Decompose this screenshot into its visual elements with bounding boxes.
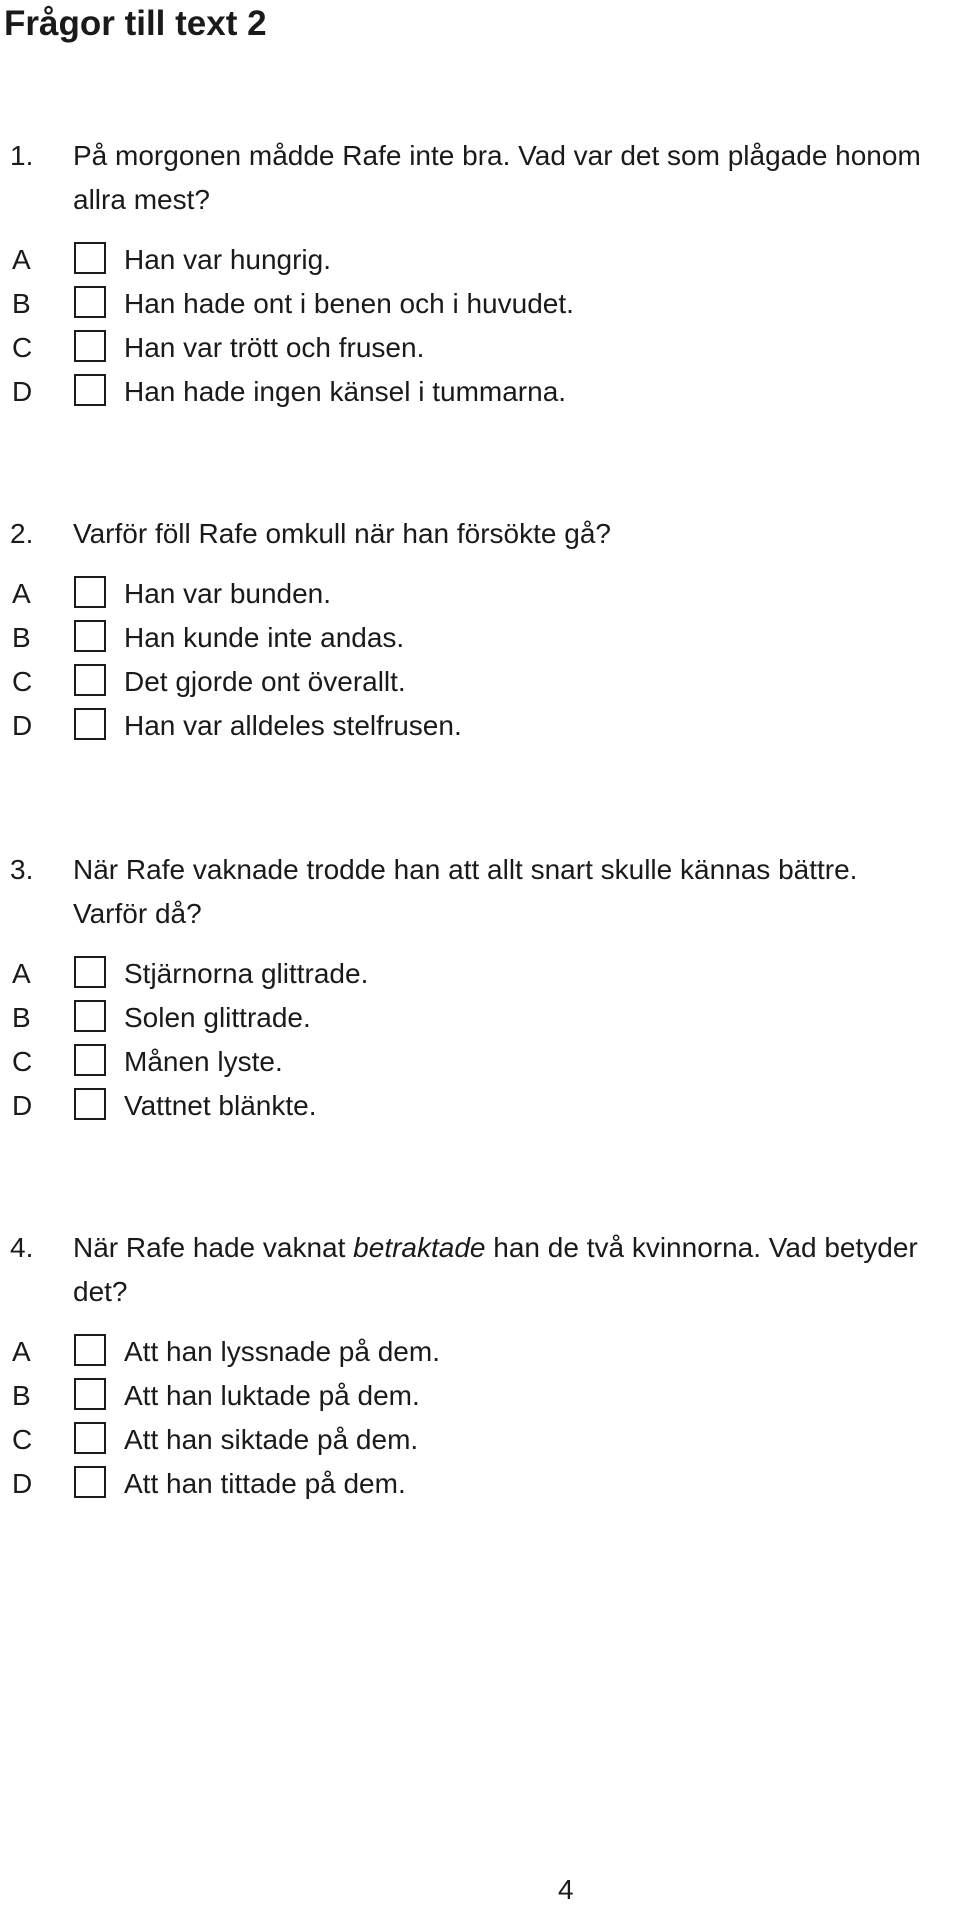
answer-checkbox[interactable]	[74, 1000, 106, 1032]
question-text-continued: det?	[73, 1276, 128, 1307]
question-text-after: han de två kvinnorna. Vad betyder	[485, 1232, 918, 1263]
question-text: Varför föll Rafe omkull när han försökte gå?	[73, 518, 611, 549]
answer-checkbox[interactable]	[74, 664, 106, 696]
option-b[interactable]	[0, 996, 960, 1040]
question-number: 3.	[10, 854, 34, 885]
option-a[interactable]	[0, 952, 960, 996]
option-text: Det gjorde ont överallt.	[124, 666, 406, 697]
question-4	[0, 1226, 960, 1506]
answer-checkbox[interactable]	[74, 242, 106, 274]
option-text: Att han tittade på dem.	[124, 1468, 406, 1499]
option-a[interactable]	[0, 1330, 960, 1374]
option-c[interactable]	[0, 1418, 960, 1462]
question-text-before: När Rafe hade vaknat	[73, 1232, 354, 1263]
answer-checkbox[interactable]	[74, 286, 106, 318]
answer-checkbox[interactable]	[74, 620, 106, 652]
option-text: Månen lyste.	[124, 1046, 283, 1077]
question-1	[0, 134, 960, 414]
question-text	[73, 1226, 918, 1270]
option-d[interactable]	[0, 1462, 960, 1506]
answer-options	[0, 1330, 960, 1506]
option-letter: C	[12, 1424, 33, 1455]
option-letter: A	[12, 244, 31, 275]
question-number: 1.	[10, 140, 34, 171]
answer-checkbox[interactable]	[74, 576, 106, 608]
option-text: Han var alldeles stelfrusen.	[124, 710, 462, 741]
page-title: Frågor till text 2	[4, 4, 267, 43]
answer-checkbox[interactable]	[74, 956, 106, 988]
option-d[interactable]	[0, 370, 960, 414]
option-text: Han var hungrig.	[124, 244, 332, 275]
option-text: Att han lyssnade på dem.	[124, 1336, 440, 1367]
option-text: Han var trött och frusen.	[124, 332, 425, 363]
question-3	[0, 848, 960, 1128]
option-b[interactable]	[0, 1374, 960, 1418]
option-a[interactable]	[0, 238, 960, 282]
answer-checkbox[interactable]	[74, 330, 106, 362]
option-letter: C	[12, 332, 33, 363]
option-text: Att han luktade på dem.	[124, 1380, 420, 1411]
answer-checkbox[interactable]	[74, 1378, 106, 1410]
option-letter: B	[12, 1380, 31, 1411]
option-c[interactable]	[0, 1040, 960, 1084]
question-text-continued: allra mest?	[73, 184, 210, 215]
option-text: Han hade ont i benen och i huvudet.	[124, 288, 574, 319]
option-text: Han hade ingen känsel i tummarna.	[124, 376, 567, 407]
question-text: På morgonen mådde Rafe inte bra. Vad var det som plågade honom	[73, 140, 921, 171]
option-letter: D	[12, 376, 33, 407]
option-text: Solen glittrade.	[124, 1002, 311, 1033]
question-1-line-2	[0, 178, 960, 222]
question-number: 4.	[10, 1232, 34, 1263]
option-d[interactable]	[0, 704, 960, 748]
answer-checkbox[interactable]	[74, 1334, 106, 1366]
option-letter: B	[12, 1002, 31, 1033]
option-letter: A	[12, 1336, 31, 1367]
option-text: Stjärnorna glittrade.	[124, 958, 369, 989]
option-letter: B	[12, 288, 31, 319]
answer-checkbox[interactable]	[74, 1466, 106, 1498]
option-text: Han var bunden.	[124, 578, 332, 609]
question-number: 2.	[10, 518, 34, 549]
answer-options	[0, 572, 960, 748]
option-letter: D	[12, 710, 33, 741]
option-letter: C	[12, 1046, 33, 1077]
option-text: Han kunde inte andas.	[124, 622, 405, 653]
question-2	[0, 512, 960, 748]
option-letter: C	[12, 666, 33, 697]
answer-options	[0, 952, 960, 1128]
answer-checkbox[interactable]	[74, 374, 106, 406]
option-letter: A	[12, 958, 31, 989]
answer-checkbox[interactable]	[74, 708, 106, 740]
option-b[interactable]	[0, 282, 960, 326]
question-2-line-1	[0, 512, 960, 556]
answer-checkbox[interactable]	[74, 1044, 106, 1076]
option-text: Att han siktade på dem.	[124, 1424, 419, 1455]
option-letter: B	[12, 622, 31, 653]
option-text: Vattnet blänkte.	[124, 1090, 317, 1121]
question-highlighted-word: betraktade	[353, 1232, 486, 1263]
option-letter: D	[12, 1090, 33, 1121]
option-b[interactable]	[0, 616, 960, 660]
option-c[interactable]	[0, 660, 960, 704]
question-4-line-1	[0, 1226, 960, 1270]
option-letter: A	[12, 578, 31, 609]
page-number: 4	[558, 1874, 574, 1905]
option-a[interactable]	[0, 572, 960, 616]
option-c[interactable]	[0, 326, 960, 370]
option-d[interactable]	[0, 1084, 960, 1128]
answer-checkbox[interactable]	[74, 1422, 106, 1454]
option-letter: D	[12, 1468, 33, 1499]
question-3-line-1	[0, 848, 960, 892]
question-4-line-2	[0, 1270, 960, 1314]
answer-checkbox[interactable]	[74, 1088, 106, 1120]
question-text-continued: Varför då?	[73, 898, 202, 929]
question-text: När Rafe vaknade trodde han att allt snart skulle kännas bättre.	[73, 854, 858, 885]
question-3-line-2	[0, 892, 960, 936]
question-1-line-1	[0, 134, 960, 178]
answer-options	[0, 238, 960, 414]
